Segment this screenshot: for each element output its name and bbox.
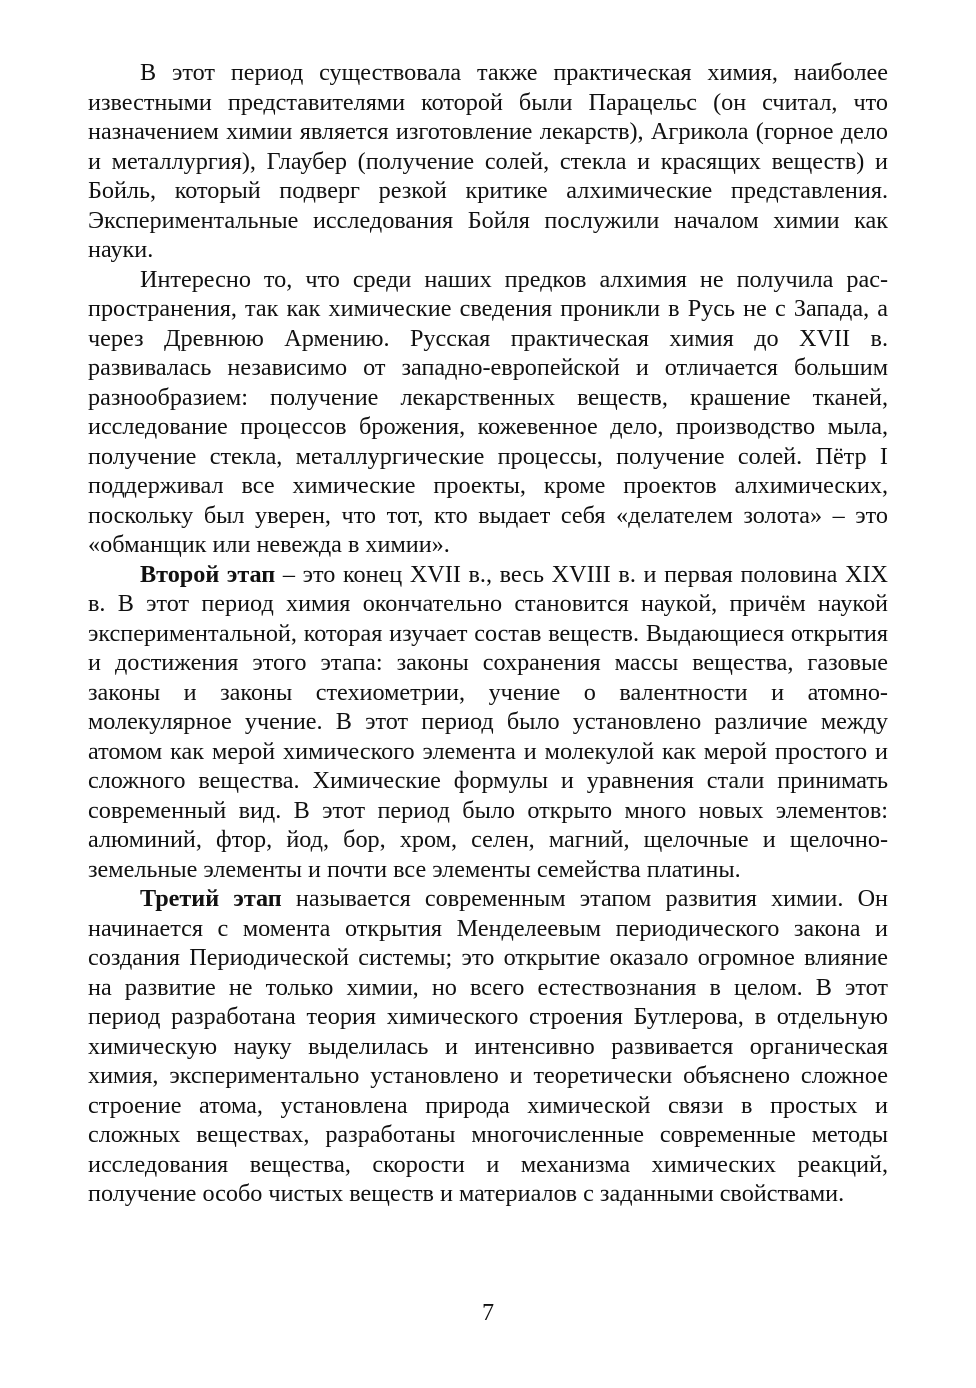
paragraph-text: – это конец XVII в., весь XVIII в. и первая половина XIX в. В этот период химия окончательно становится наукой, причём наукой экспериментальной, которая изучает состав веществ. Выдающиеся открытия и достижения этого этапа: законы сохранения массы вещества, газовые законы и законы стехиометрии, учение о валентности и атомно-молекулярное учение. В этот период было установлено различие между атомом как мерой химического элемента и молекулой как мерой простого и сложного вещества. Химические формулы и уравнения стали принимать современный вид. В этот период было открыто много новых элементов: алюминий, фтор, йод, бор, хром, селен, магний, щелочные и щелочно-земельные элементы и почти все элементы семейства платины. [88, 560, 888, 883]
paragraph-third-stage [88, 884, 888, 1209]
paragraph-text: называется современным этапом развития химии. Он начинается с момента открытия Менделеевым периодического закона и создания Периодической системы; это открытие оказало огромное влияние на развитие не только химии, но всего естествознания в целом. В этот период разработана теория химического строения Бутлерова, в отдельную химическую науку выделилась и интенсивно развивается органическая химия, экспериментально установлено и теоретически объяснено сложное строение атома, установлена природа химической связи в простых и сложных веществах, разработаны многочисленные современные методы исследования вещества, скорости и механизма химических реакций, получение особо чистых веществ и материалов с заданными свойствами. [88, 885, 888, 1207]
paragraph-practical-chemistry [88, 58, 888, 265]
page-number: 7 [481, 1299, 495, 1326]
page-body [88, 58, 888, 1209]
paragraph-text: Интересно то, что среди наших предков алхимия не получила распространения, так как химические сведения проникли в Русь не с Запада, а через Древнюю Армению. Русская практическая химия до XVII в. развивалась независимо от западно-европейской и отличается большим разнообразием: получение лекарственных веществ, крашение тканей, исследование процессов брожения, кожевенное дело, производство мыла, получение стекла, металлургические процессы, получение солей. Пётр I поддерживал все химические проекты, кроме проектов алхимических, поскольку был уверен, что тот, кто выдает себя «делателем золота» – это «обманщик или невежда в химии». [88, 265, 888, 558]
paragraph-second-stage [88, 560, 888, 885]
paragraph-heading-second-stage: Второй этап [140, 560, 276, 588]
paragraph-heading-third-stage: Третий этап [140, 885, 282, 912]
paragraph-russian-chemistry [88, 265, 888, 560]
paragraph-text: В этот период существовала также практическая химия, наиболее известными представителями которой были Парацельс (он считал, что назначением химии является изготовление лекарств), Агрикола (горное дело и металлургия), Глаубер (получение солей, стекла и красящих веществ) и Бойль, который подверг резкой критике алхимические представления. Экспериментальные исследования Бойля послужили началом химии как науки. [88, 59, 888, 263]
